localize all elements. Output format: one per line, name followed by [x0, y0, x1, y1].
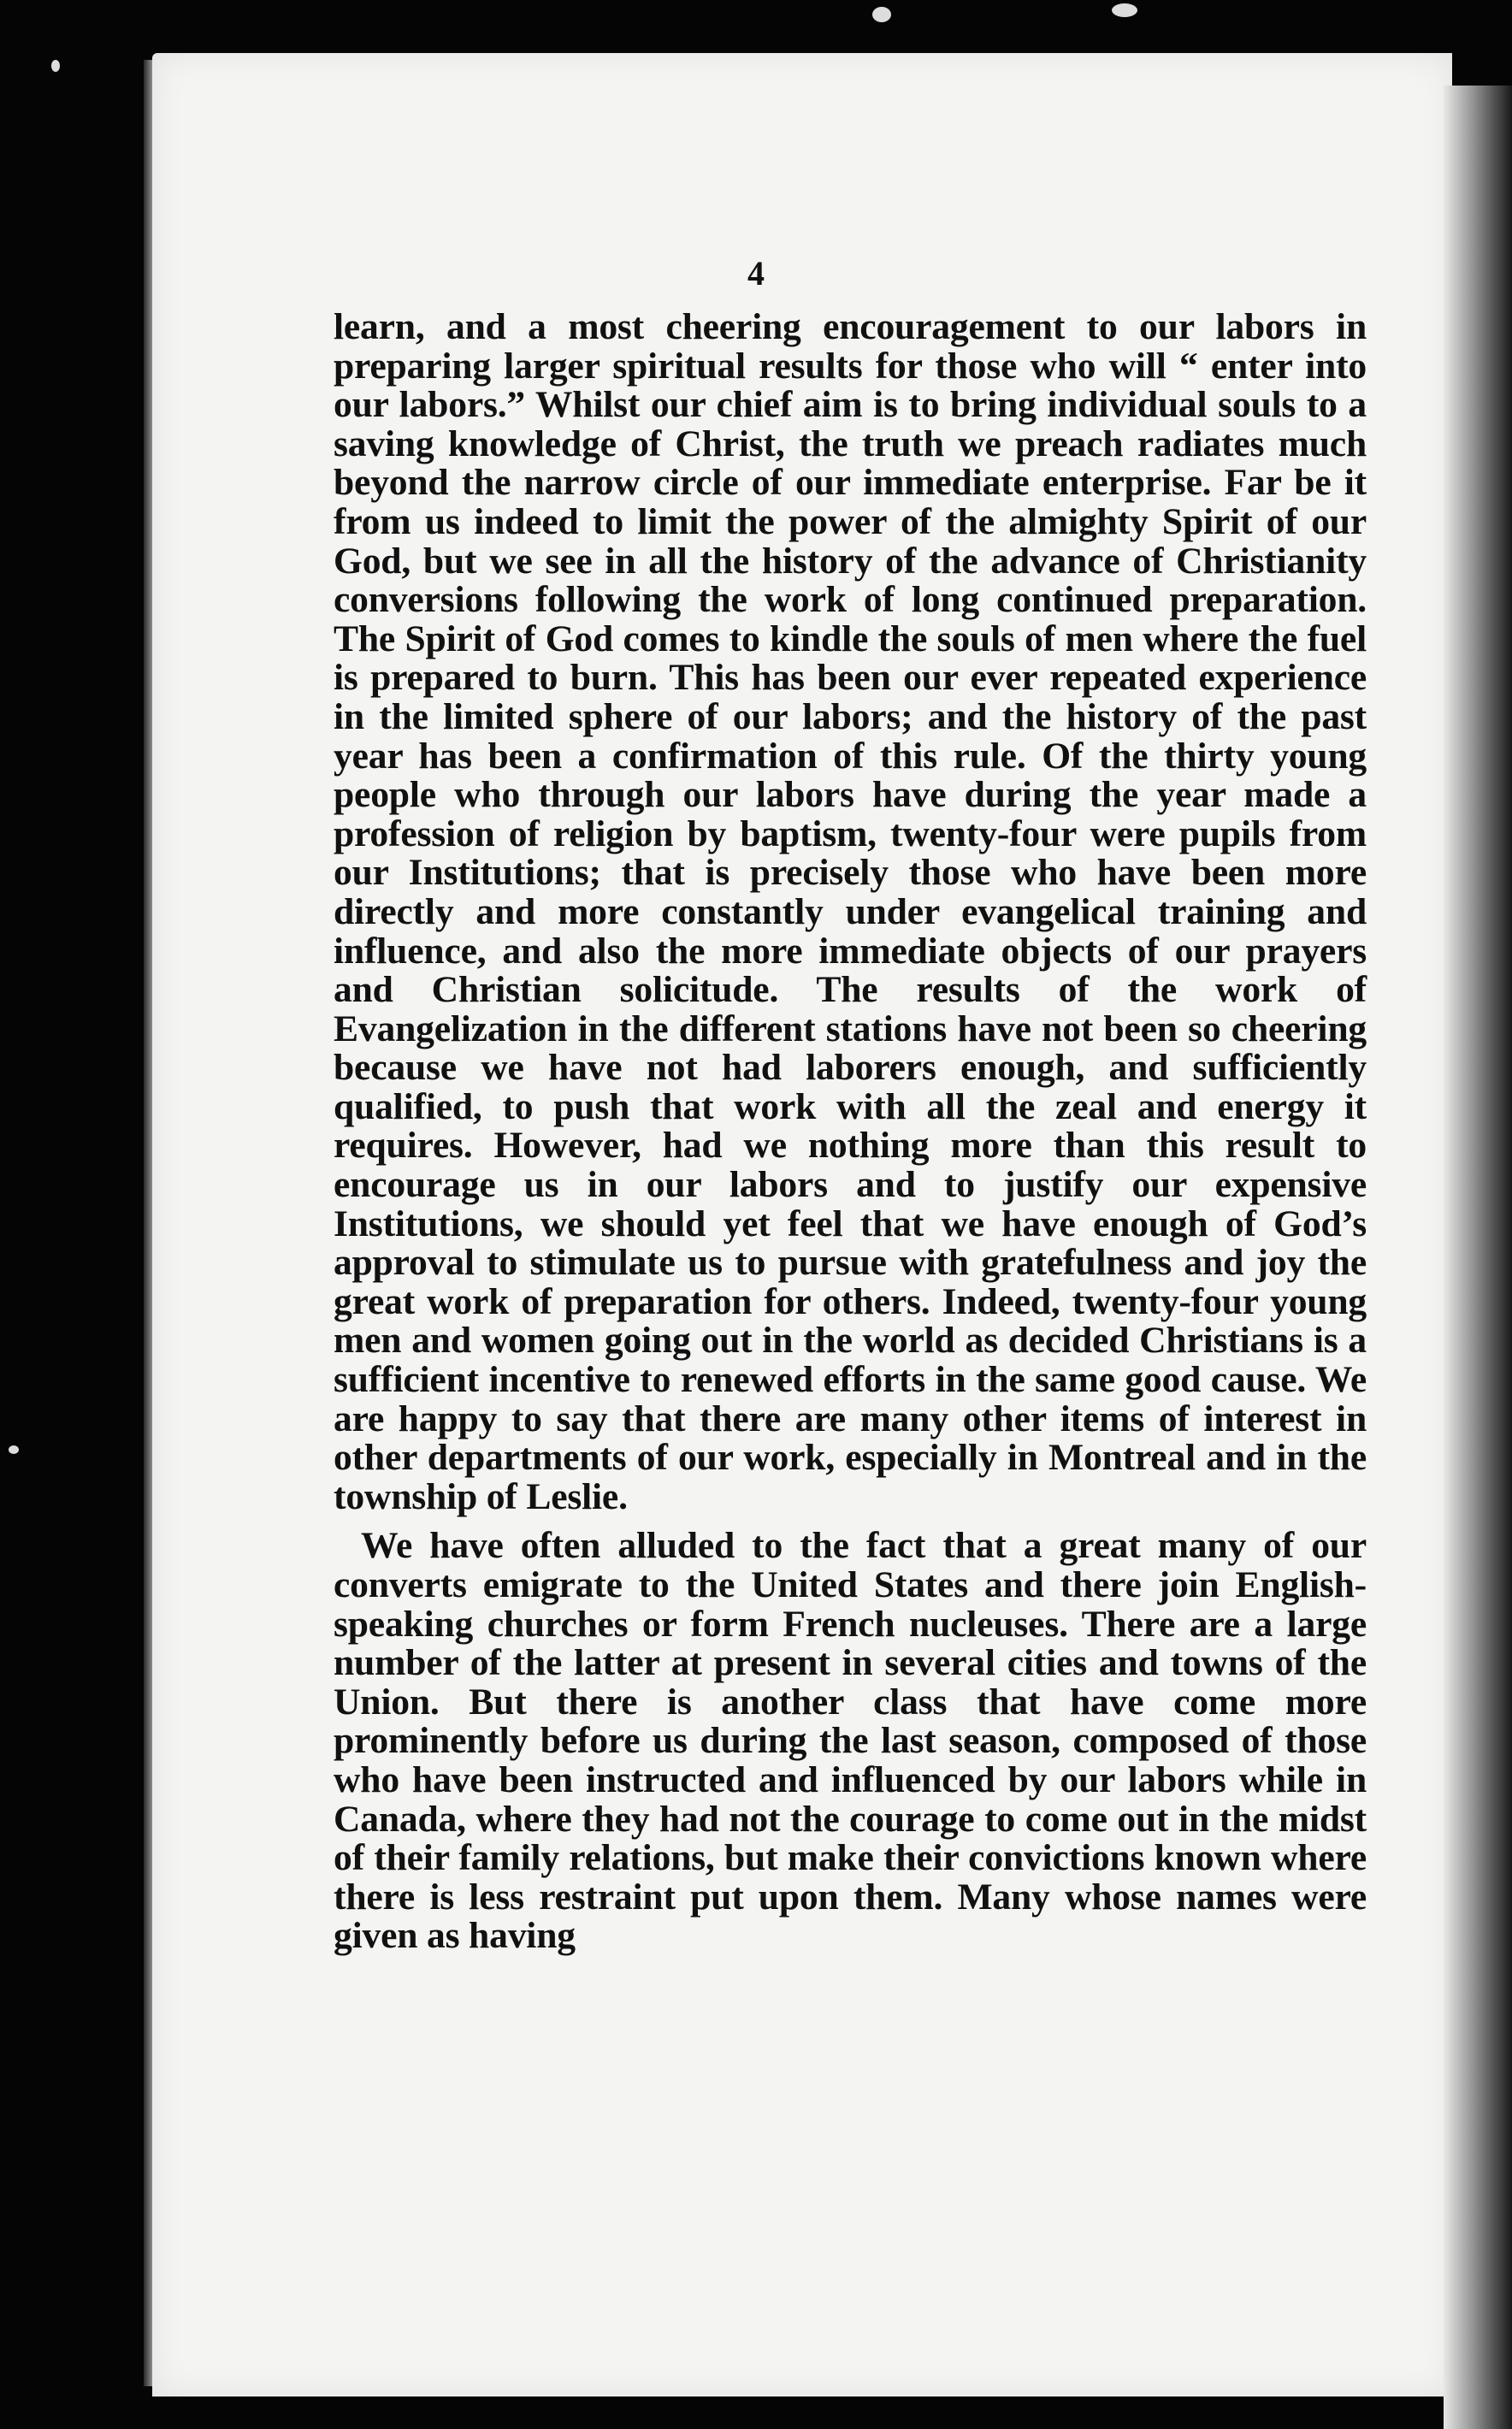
scan-speck [1112, 3, 1137, 17]
next-page-edge [1444, 86, 1512, 2429]
page-number: 4 [747, 254, 765, 293]
scan-speck [872, 7, 891, 22]
paragraph: learn, and a most cheering encouragement to our labors in preparing larger spiritual results for those who will “ enter into our labors.” Whilst our chief aim is to bring individual souls to a saving knowledge of Christ, the truth we preach radiates much beyond the narrow circle of our immediate enterprise. Far be it from us indeed to limit the power of the almighty Spirit of our God, but we see in all the history of the advance of Christianity conversions following the work of long continued preparation. The Spirit of God comes to kindle the souls of men where the fuel is prepared to burn. This has been our ever repeated experience in the limited sphere of our labors; and the history of the past year has been a confirmation of this rule. Of the thirty young people who through our labors have during the year made a profession of religion by baptism, twenty-four were pupils from our Institutions; that is precisely those who have been more directly and more constantly under evangelical training and influence, and also the more immediate objects of our prayers and Christian solicitude. The results of the work of Evangelization in the different stations have not been so cheering because we have not had laborers enough, and sufficiently qualified, to push that work with all the zeal and energy it requires. However, had we nothing more than this result to encourage us in our labors and to justify our expensive Institutions, we should yet feel that we have enough of God’s approval to stimulate us to pursue with gratefulness and joy the great work of preparation for others. Indeed, twenty-four young men and women going out in the world as decided Christians is a sufficient incentive to renewed efforts in the same good cause. We are happy to say that there are many other items of interest in other departments of our work, especially in Montreal and in the township of Leslie. [334, 306, 1367, 1517]
page-body [334, 308, 1367, 1956]
paragraph: We have often alluded to the fact that a great many of our converts emigrate to the United States and there join English-speaking churches or form French nucleuses. There are a large number of the latter at present in several cities and towns of the Union. But there is another class that have come more prominently before us during the last season, composed of those who have been instructed and influenced by our labors while in Canada, where they had not the courage to come out in the midst of their family relations, but make their convictions known where there is less restraint put upon them. Many whose names were given as having [334, 1525, 1367, 1957]
scan-speck [51, 60, 60, 72]
scan-speck [9, 1445, 19, 1454]
